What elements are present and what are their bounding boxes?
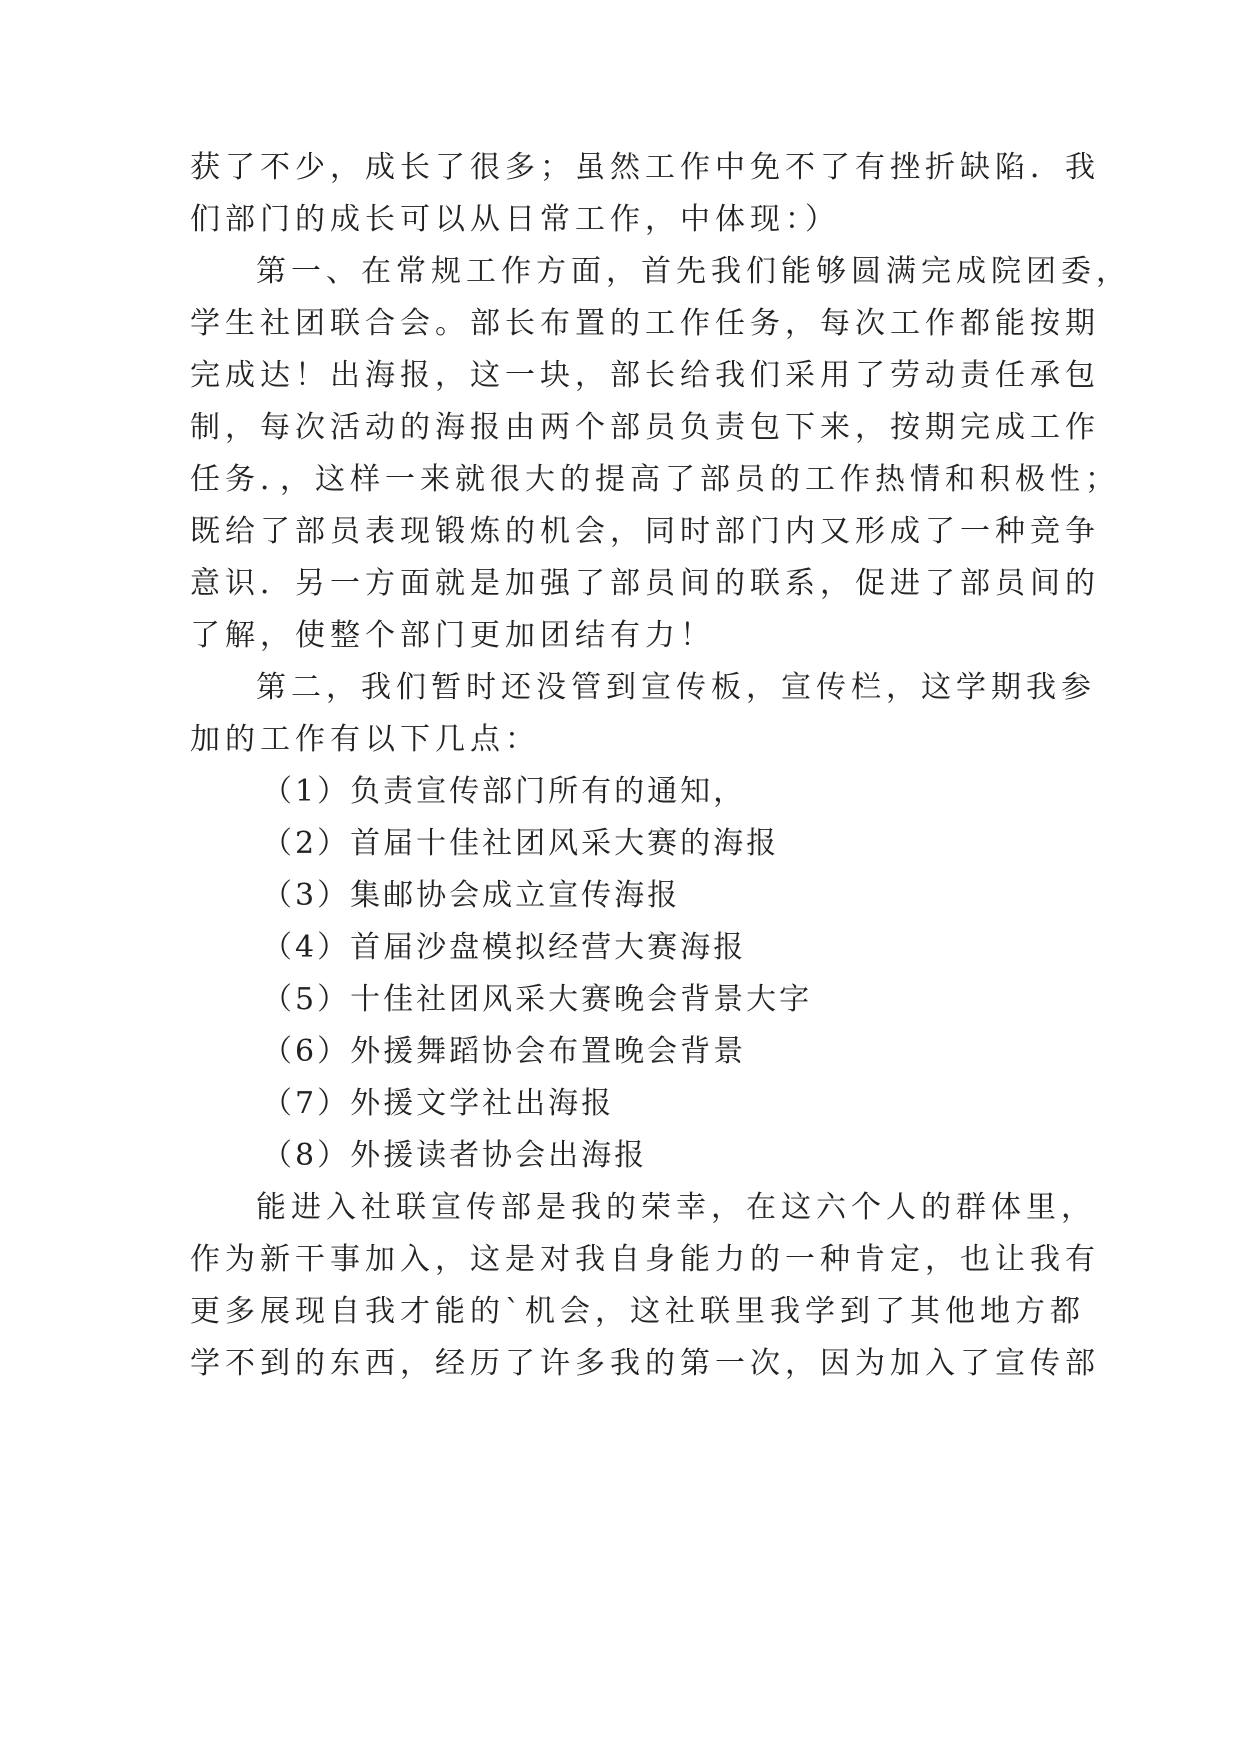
paragraph-3-line-1: 第二，我们暂时还没管到宣传板，宣传栏，这学期我参 [256,670,1096,705]
paragraph-4-line-2: 作为新干事加入，这是对我自身能力的一种肯定，也让我有 [190,1242,1100,1277]
paragraph-4-line-4: 学不到的东西，经历了许多我的第一次，因为加入了宣传部 [190,1346,1100,1381]
paragraph-4-line-3: 更多展现自我才能的`机会，这社联里我学到了其他地方都 [190,1294,1085,1329]
paragraph-2-line-2: 学生社团联合会。部长布置的工作任务，每次工作都能按期 [190,306,1100,341]
list-item: （3）集邮协会成立宣传海报 [262,878,681,913]
paragraph-4-line-1: 能进入社联宣传部是我的荣幸，在这六个人的群体里， [256,1190,1096,1225]
list-item: （4）首届沙盘模拟经营大赛海报 [262,930,747,965]
paragraph-2-line-3: 完成达！出海报，这一块，部长给我们采用了劳动责任承包 [190,358,1100,393]
list-item: （8）外援读者协会出海报 [262,1138,648,1173]
paragraph-1-line-2: 们部门的成长可以从日常工作，中体现：） [190,202,840,237]
list-item: （7）外援文学社出海报 [262,1086,615,1121]
list-item: （1）负责宣传部门所有的通知， [262,774,747,809]
paragraph-2-line-8: 了解，使整个部门更加团结有力！ [190,618,715,653]
list-item: （5）十佳社团风采大赛晚会背景大字 [262,982,813,1017]
paragraph-2-line-4: 制，每次活动的海报由两个部员负责包下来，按期完成工作 [190,410,1100,445]
paragraph-2-line-7: 意识．另一方面就是加强了部员间的联系，促进了部员间的 [190,566,1100,601]
list-item: （2）首届十佳社团风采大赛的海报 [262,826,780,861]
paragraph-2-line-6: 既给了部员表现锻炼的机会，同时部门内又形成了一种竞争 [190,514,1100,549]
paragraph-3-line-2: 加的工作有以下几点： [190,722,540,757]
list-item: （6）外援舞蹈协会布置晚会背景 [262,1034,747,1069]
paragraph-2-line-1: 第一、在常规工作方面，首先我们能够圆满完成院团委， [256,254,1131,289]
paragraph-1-line-1: 获了不少，成长了很多；虽然工作中免不了有挫折缺陷．我 [190,150,1100,185]
paragraph-2-line-5: 任务．，这样一来就很大的提高了部员的工作热情和积极性； [190,462,1120,497]
